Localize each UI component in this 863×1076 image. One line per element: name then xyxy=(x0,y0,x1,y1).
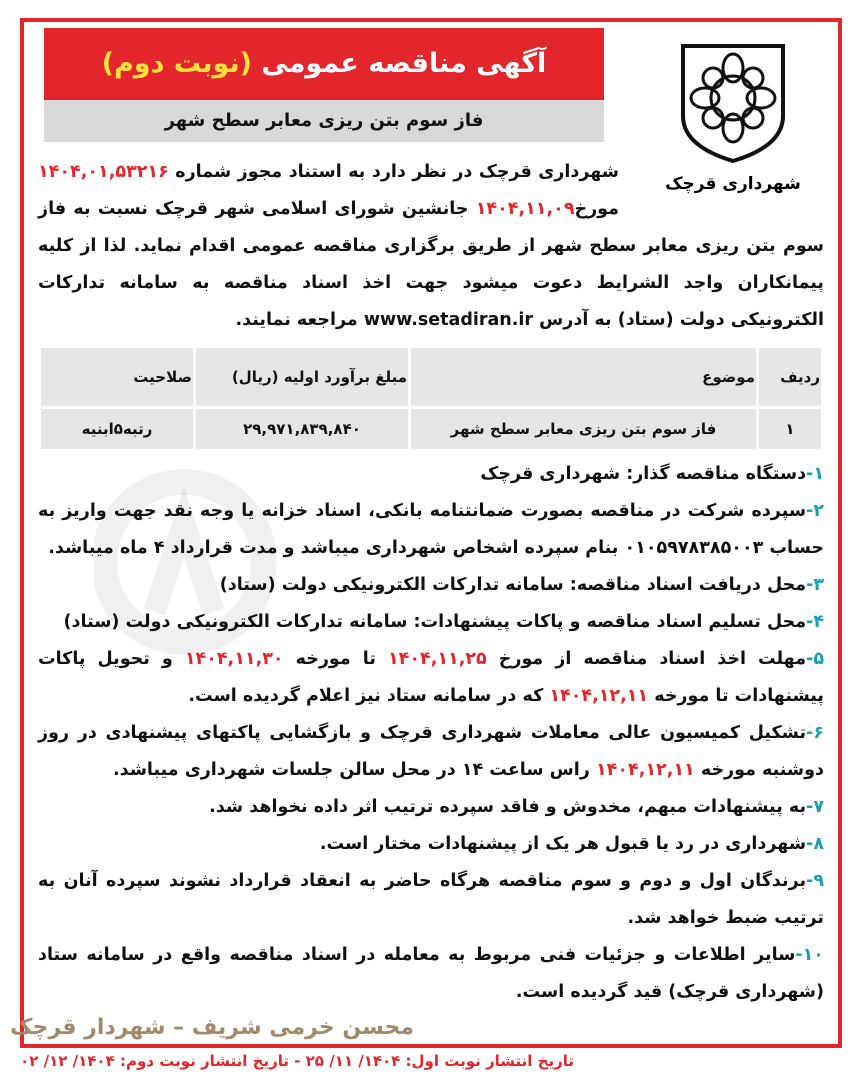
list-item xyxy=(38,715,824,789)
list-item xyxy=(38,567,824,604)
list-item xyxy=(38,493,824,567)
item-text: که در سامانه ستاد نیز اعلام گردیده است. xyxy=(188,686,544,706)
item-number: ۱- xyxy=(806,464,824,484)
date-opening: ۱۴۰۴,۱۲,۱۱ xyxy=(595,760,695,780)
item-number: ۴- xyxy=(806,612,824,632)
table-row xyxy=(41,409,821,449)
col-subject: موضوع xyxy=(411,348,756,406)
item-text: شهرداری در رد یا قبول هر یک از پیشنهادات مختار است. xyxy=(319,834,807,854)
item-text: راس ساعت ۱۴ در محل سالن جلسات شهرداری میباشد. xyxy=(112,760,590,780)
item-number: ۳- xyxy=(806,575,824,595)
col-row: ردیف xyxy=(759,348,821,406)
list-item xyxy=(38,456,824,493)
date-end: ۱۴۰۴,۱۱,۳۰ xyxy=(184,649,284,669)
cell-subject: فاز سوم بتن ریزی معابر سطح شهر xyxy=(411,409,756,449)
cell-qualification: رتبه۵ابنیه xyxy=(41,409,193,449)
permit-date: ۱۴۰۴,۱۱,۰۹ xyxy=(475,199,575,219)
ad-body xyxy=(10,154,825,1076)
intro-text: مراجعه نمایند. xyxy=(235,310,358,330)
ad-title xyxy=(44,28,604,100)
item-text: سپرده شرکت در مناقصه بصورت ضمانتنامه بانکی، اسناد خزانه یا وجه نقد جهت واریز به حساب ۰۱۰۵۹۷۸۳۸۵۰۰۳ بنام سپرده اشخاص شهرداری میباشد و مدت قرارداد ۴ ماه میباشد. xyxy=(38,501,824,558)
item-text: و تحویل پاکات پیشنهادات تا مورخه xyxy=(38,649,824,706)
emblem-icon xyxy=(668,36,798,166)
item-text: برندگان اول و دوم و سوم مناقصه هرگاه حاضر به انعقاد قرارداد نشوند سپرده آنان به ترتیب ضبط خواهد شد. xyxy=(38,871,824,928)
list-item xyxy=(38,789,824,826)
publication-dates: تاریخ انتشار نوبت اول: ۱۴۰۴/ ۱۱/ ۲۵ - تاریخ انتشار نوبت دوم: ۱۴۰۴/ ۱۲/ ۰۲ xyxy=(20,1052,574,1070)
logo-name: شهرداری قرچک xyxy=(665,174,801,194)
item-text: سایر اطلاعات و جزئیات فنی مربوط به معامله در اسناد مناقصه واقع در سامانه ستاد (شهرداری قرچک) قید گردیده است. xyxy=(38,945,824,1002)
item-text: تا مورخه xyxy=(295,649,376,669)
title-text: آگهی مناقصه عمومی xyxy=(261,48,547,79)
list-item xyxy=(38,604,824,641)
intro-text: جانشین شورای اسلامی شهر قرچک نسبت به فاز سوم بتن ریزی معابر سطح شهر از طریق برگزاری مناقصه عمومی اقدام نماید. لذا از کلیه پیمانکاران واجد الشرایط دعوت میشود جهت اخذ اسناد مناقصه به سامانه تدارکات الکترونیکی دولت (ستاد) به آدرس xyxy=(38,199,824,330)
date-submission: ۱۴۰۴,۱۲,۱۱ xyxy=(549,686,649,706)
tender-table xyxy=(38,345,824,452)
item-number: ۷- xyxy=(806,797,824,817)
round-label: (نوبت دوم) xyxy=(101,48,252,79)
list-item xyxy=(38,641,824,715)
item-text: محل تسلیم اسناد مناقصه و پاکات پیشنهادات: سامانه تدارکات الکترونیکی دولت (ستاد) xyxy=(63,612,807,632)
col-qualification: صلاحیت xyxy=(41,348,193,406)
item-number: ۸- xyxy=(806,834,824,854)
cell-row: ۱ xyxy=(759,409,821,449)
item-text: تشکیل کمیسیون عالی معاملات شهرداری قرچک و بازگشایی پاکتهای پیشنهادی در روز دوشنبه مورخه xyxy=(38,723,824,780)
item-text: محل دریافت اسناد مناقصه: سامانه تدارکات الکترونیکی دولت (ستاد) xyxy=(219,575,807,595)
permit-number: ۱۴۰۴,۰۱,۵۳۲۱۶ xyxy=(38,162,169,182)
cell-estimate: ۲۹,۹۷۱,۸۳۹,۸۴۰ xyxy=(196,409,408,449)
col-estimate: مبلغ برآورد اولیه (ریال) xyxy=(196,348,408,406)
seta-url[interactable]: www.setadiran.ir xyxy=(363,310,534,330)
list-item xyxy=(38,937,824,1011)
ad-subtitle: فاز سوم بتن ریزی معابر سطح شهر xyxy=(44,100,604,142)
intro-text: شهرداری قرچک در نظر دارد به استناد مجوز شماره xyxy=(175,162,619,182)
item-number: ۵- xyxy=(806,649,825,669)
item-number: ۲- xyxy=(806,501,824,521)
item-number: ۹- xyxy=(806,871,824,891)
item-text: به پیشنهادات مبهم، مخدوش و فاقد سپرده ترتیب اثر داده نخواهد شد. xyxy=(209,797,807,817)
tender-ad xyxy=(10,18,842,1070)
list-item xyxy=(38,863,824,937)
date-start: ۱۴۰۴,۱۱,۲۵ xyxy=(387,649,487,669)
item-text: دستگاه مناقصه گذار: شهرداری قرچک xyxy=(480,464,807,484)
item-number: ۶- xyxy=(806,723,824,743)
list-item xyxy=(38,826,824,863)
intro-text: مورخ xyxy=(574,199,619,219)
logo-spacer xyxy=(619,154,824,220)
item-text: مهلت اخذ اسناد مناقصه از مورخ xyxy=(498,649,807,669)
item-number: ۱۰- xyxy=(795,945,824,965)
mayor-signature: محسن خرمی شریف – شهردار قرچک xyxy=(10,1015,414,1040)
